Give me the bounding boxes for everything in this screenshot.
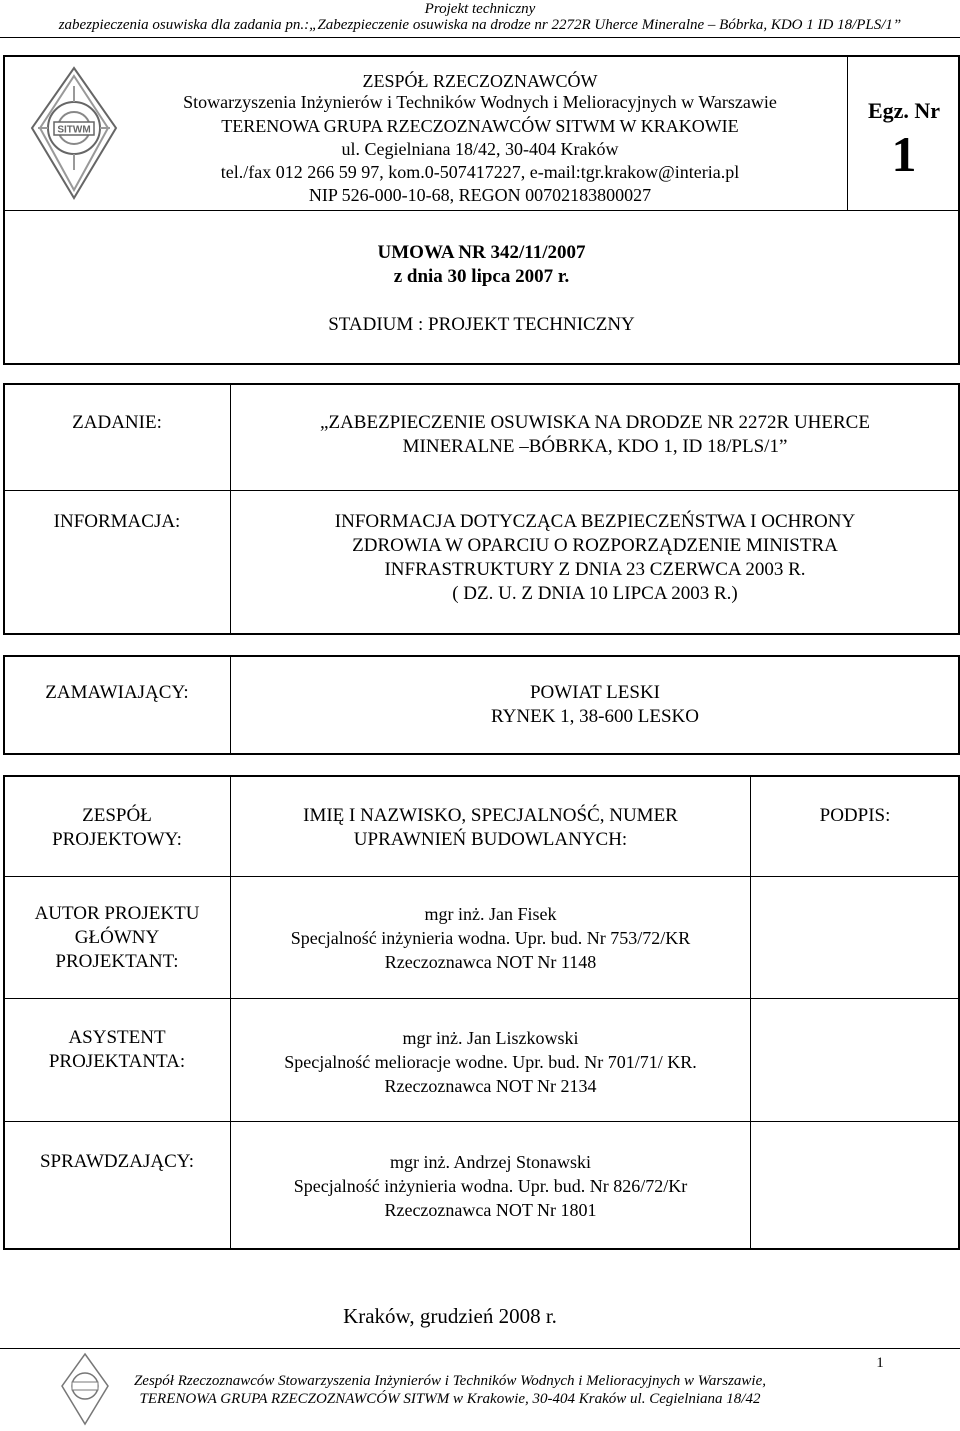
task-label: ZADANIE:	[72, 412, 162, 433]
logo-text: SITWM	[57, 124, 91, 136]
team-row-divider-2	[4, 998, 959, 999]
team-header-label-line2: PROJEKTOWY:	[52, 829, 182, 850]
row2-role-line2: PROJEKTANTA:	[48, 1051, 186, 1072]
team-header-label-line1: ZESPÓŁ	[82, 805, 152, 826]
team-row-divider-1	[4, 876, 959, 877]
org-association: Stowarzyszenia Inżynierów i Techników Wodnych i Melioracyjnych w Warszawie	[183, 92, 777, 112]
row2-role-line1: ASYSTENT	[68, 1027, 166, 1048]
org-contact: tel./fax 012 266 59 97, kom.0-507417227, e-mail:tgr.krakow@interia.pl	[220, 162, 740, 182]
row2-expert: Rzeczoznawca NOT Nr 2134	[384, 1076, 597, 1096]
task-row-divider	[4, 490, 959, 491]
sitwm-logo	[28, 66, 120, 202]
footer-line2: TERENOWA GRUPA RZECZOZNAWCÓW SITWM w Krakowie, 30-404 Kraków ul. Cegielniana 18/42	[139, 1391, 761, 1407]
copy-number: 1	[891, 126, 917, 182]
page-number: 1	[876, 1355, 884, 1371]
info-line4: ( DZ. U. Z DNIA 10 LIPCA 2003 R.)	[452, 583, 738, 604]
footer-sitwm-logo	[60, 1352, 110, 1426]
team-header-details-line1: IMIĘ I NAZWISKO, SPECJALNOŚĆ, NUMER	[303, 805, 678, 826]
row1-role-line3: PROJEKTANT:	[55, 951, 179, 972]
client-label: ZAMAWIAJĄCY:	[45, 682, 189, 703]
row1-specialty: Specjalność inżynieria wodna. Upr. bud. Nr 753/72/KR	[290, 928, 691, 948]
client-name: POWIAT LESKI	[529, 682, 660, 703]
row1-role-line2: GŁÓWNY	[74, 927, 160, 948]
copy-label: Egz. Nr	[867, 98, 941, 123]
row1-expert: Rzeczoznawca NOT Nr 1148	[384, 952, 597, 972]
info-line3: INFRASTRUKTURY Z DNIA 23 CZERWCA 2003 R.	[384, 559, 806, 580]
row2-name: mgr inż. Jan Liszkowski	[402, 1028, 579, 1048]
org-group: TERENOWA GRUPA RZECZOZNAWCÓW SITWM W KRAKOWIE	[221, 116, 739, 136]
org-tax-ids: NIP 526-000-10-68, REGON 00702183800027	[308, 185, 652, 205]
info-line2: ZDROWIA W OPARCIU O ROZPORZĄDZENIE MINISTRA	[352, 535, 838, 556]
team-header-details-line2: UPRAWNIEŃ BUDOWLANYCH:	[353, 829, 628, 850]
task-title-line1: „ZABEZPIECZENIE OSUWISKA NA DRODZE NR 2272R UHERCE	[320, 412, 870, 433]
client-address: RYNEK 1, 38-600 LESKO	[491, 706, 699, 727]
project-stage: STADIUM : PROJEKT TECHNICZNY	[328, 314, 635, 335]
contract-date: z dnia 30 lipca 2007 r.	[393, 266, 570, 287]
place-date: Kraków, grudzień 2008 r.	[343, 1304, 557, 1328]
row2-specialty: Specjalność melioracje wodne. Upr. bud. Nr 701/71/ KR.	[284, 1052, 697, 1072]
running-header-title: Projekt techniczny	[424, 1, 536, 17]
row3-specialty: Specjalność inżynieria wodna. Upr. bud. Nr 826/72/Kr	[293, 1176, 688, 1196]
team-header-signature: PODPIS:	[819, 805, 891, 826]
footer-divider	[0, 1348, 960, 1349]
row1-name: mgr inż. Jan Fisek	[424, 904, 557, 924]
info-line1: INFORMACJA DOTYCZĄCA BEZPIECZEŃSTWA I OCHRONY	[334, 511, 856, 532]
org-divider	[4, 210, 959, 211]
team-row-divider-3	[4, 1121, 959, 1122]
org-title: ZESPÓŁ RZECZOZNAWCÓW	[362, 71, 598, 91]
row1-role-line1: AUTOR PROJEKTU	[34, 903, 200, 924]
row3-role-line1: SPRAWDZAJĄCY:	[39, 1151, 195, 1172]
running-header-subtitle: zabezpieczenia osuwiska dla zadania pn.:„Zabezpieczenie osuwiska na drodze nr 2272R Uherce Mineralne – Bóbrka, KDO 1 ID 18/PLS/1”	[58, 17, 902, 33]
row3-expert: Rzeczoznawca NOT Nr 1801	[384, 1200, 597, 1220]
team-col-divider-2	[750, 776, 751, 1249]
header-divider	[0, 37, 960, 38]
org-address: ul. Cegielniana 18/42, 30-404 Kraków	[341, 139, 619, 159]
row3-name: mgr inż. Andrzej Stonawski	[390, 1152, 591, 1172]
task-title-line2: MINERALNE –BÓBRKA, KDO 1, ID 18/PLS/1”	[402, 436, 788, 457]
footer-line1: Zespół Rzeczoznawców Stowarzyszenia Inżynierów i Techników Wodnych i Melioracyjnych w Warszawie,	[133, 1373, 767, 1389]
info-label: INFORMACJA:	[53, 511, 181, 532]
contract-number: UMOWA NR 342/11/2007	[377, 242, 586, 263]
